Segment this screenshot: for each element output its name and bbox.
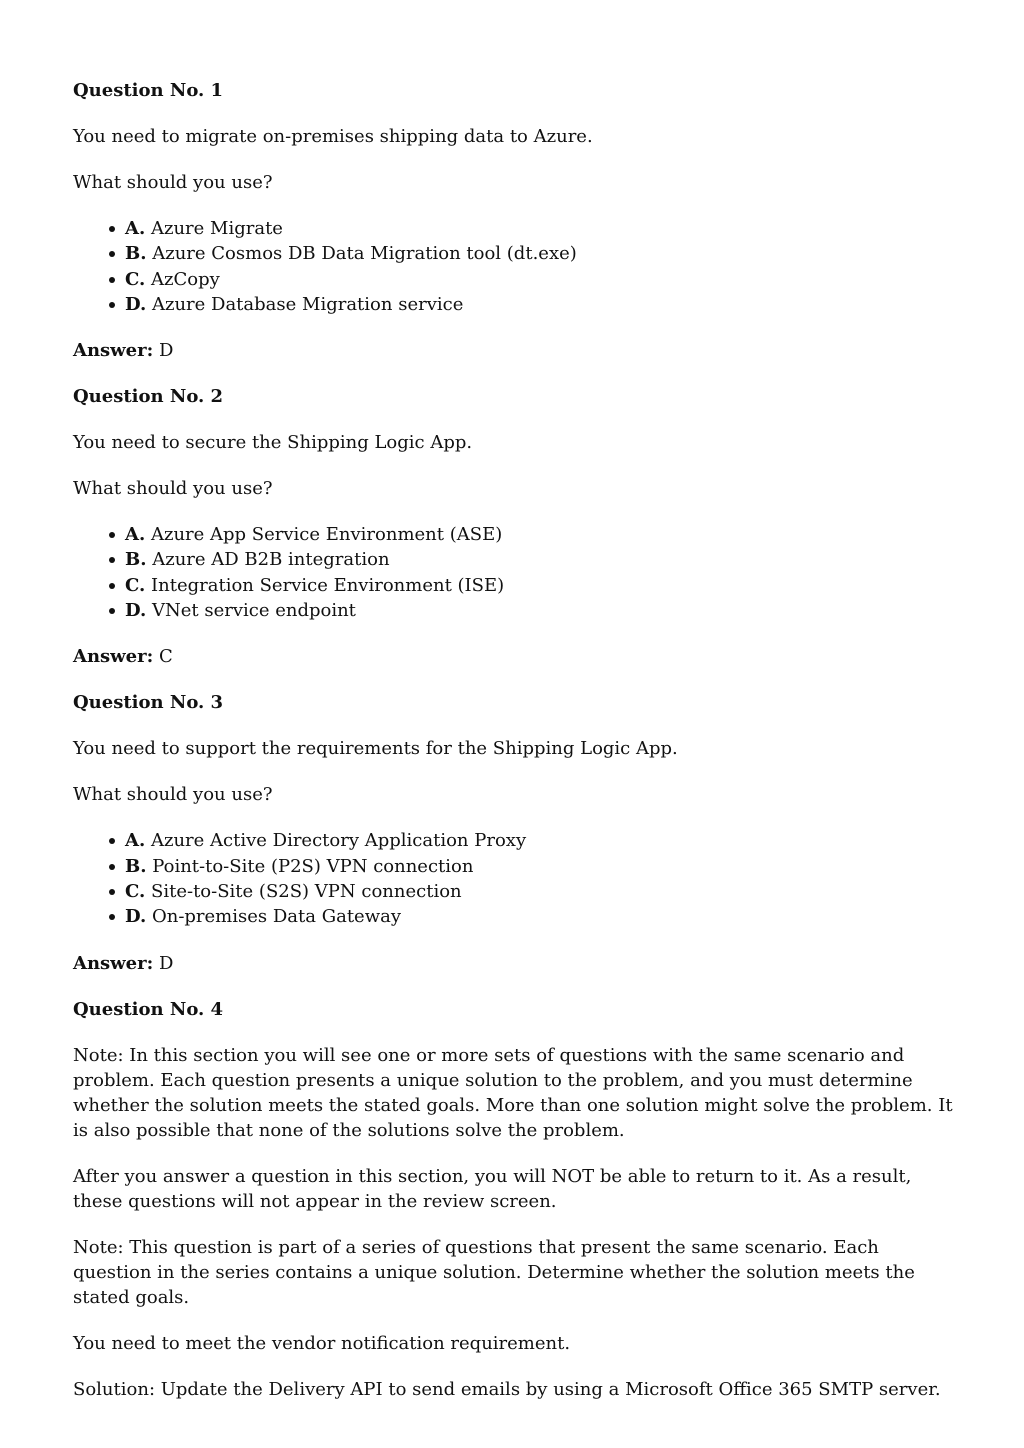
option-a [106, 828, 953, 853]
option-letter: C. [125, 574, 146, 596]
option-text: Azure Database Migration service [151, 293, 464, 315]
option-letter: B. [125, 243, 147, 265]
option-letter: D. [125, 600, 147, 622]
question-heading: Question No. 1 [73, 80, 224, 101]
scenario-note: Note: In this section you will see one or more sets of questions with the same scenario and problem. Each question presents a unique solution to the problem, and you must determine whether the solution meets the stated goals. More than one solution might solve the problem. It is also possible that none of the solutions solve the problem. [73, 1044, 953, 1141]
option-letter: A. [125, 524, 146, 546]
option-d [106, 292, 953, 317]
question-text: You need to meet the vendor notification requirement. [73, 1332, 571, 1354]
question-prompt: What should you use? [73, 172, 273, 193]
option-c [106, 267, 953, 292]
option-c [106, 879, 953, 904]
option-a [106, 216, 953, 241]
answer-label: Answer: [73, 646, 154, 668]
option-d [106, 598, 953, 623]
option-a [106, 522, 953, 547]
question-text: You need to secure the Shipping Logic App. [73, 432, 473, 454]
series-note: Note: This question is part of a series of questions that present the same scenario. Each question in the series contains a unique solution. Determine whether the solution meets the stated goals. [73, 1236, 915, 1308]
option-b [106, 854, 953, 879]
option-d [106, 904, 953, 929]
section-note: After you answer a question in this section, you will NOT be able to return to it. As a result, these questions will not appear in the review screen. [73, 1165, 912, 1212]
option-letter: C. [125, 268, 146, 290]
option-letter: B. [125, 855, 147, 877]
answer-line [73, 338, 953, 363]
option-text: Integration Service Environment (ISE) [151, 574, 505, 596]
answer-value: D [159, 340, 174, 362]
option-text: Point-to-Site (P2S) VPN connection [152, 855, 474, 877]
question-heading: Question No. 4 [73, 998, 224, 1020]
option-letter: D. [125, 293, 147, 315]
option-text: Azure Cosmos DB Data Migration tool (dt.exe) [152, 243, 577, 265]
question-4 [73, 997, 953, 1402]
question-prompt: What should you use? [73, 784, 273, 806]
answer-value: C [159, 646, 173, 668]
answer-label: Answer: [73, 952, 154, 974]
option-text: Azure App Service Environment (ASE) [150, 524, 503, 546]
option-text: AzCopy [151, 268, 220, 290]
answer-line [73, 951, 953, 976]
answer-line [73, 644, 953, 669]
question-text: You need to support the requirements for the Shipping Logic App. [73, 738, 678, 760]
option-letter: A. [125, 218, 146, 239]
option-b [106, 547, 953, 572]
question-text: You need to migrate on-premises shipping data to Azure. [73, 126, 593, 147]
option-b [106, 241, 953, 266]
question-prompt: What should you use? [73, 478, 273, 500]
option-text: On-premises Data Gateway [151, 906, 402, 928]
question-3 [73, 690, 953, 975]
option-letter: D. [125, 906, 147, 928]
question-2 [73, 384, 953, 669]
option-text: Azure AD B2B integration [152, 549, 390, 571]
answer-options [73, 522, 953, 623]
option-letter: A. [125, 830, 146, 852]
answer-label: Answer: [73, 340, 154, 362]
option-text: Azure Migrate [150, 218, 283, 239]
option-letter: C. [125, 880, 146, 902]
option-text: Site-to-Site (S2S) VPN connection [151, 880, 462, 902]
answer-options [73, 828, 953, 929]
option-letter: B. [125, 549, 147, 571]
question-heading: Question No. 2 [73, 386, 224, 408]
option-text: Azure Active Directory Application Proxy [150, 830, 527, 852]
answer-options [73, 216, 953, 317]
option-c [106, 573, 953, 598]
solution-text: Solution: Update the Delivery API to send emails by using a Microsoft Office 365 SMTP server. [73, 1378, 941, 1400]
answer-value: D [159, 952, 174, 974]
option-text: VNet service endpoint [151, 600, 356, 622]
question-heading: Question No. 3 [73, 692, 224, 714]
question-1 [73, 78, 953, 363]
